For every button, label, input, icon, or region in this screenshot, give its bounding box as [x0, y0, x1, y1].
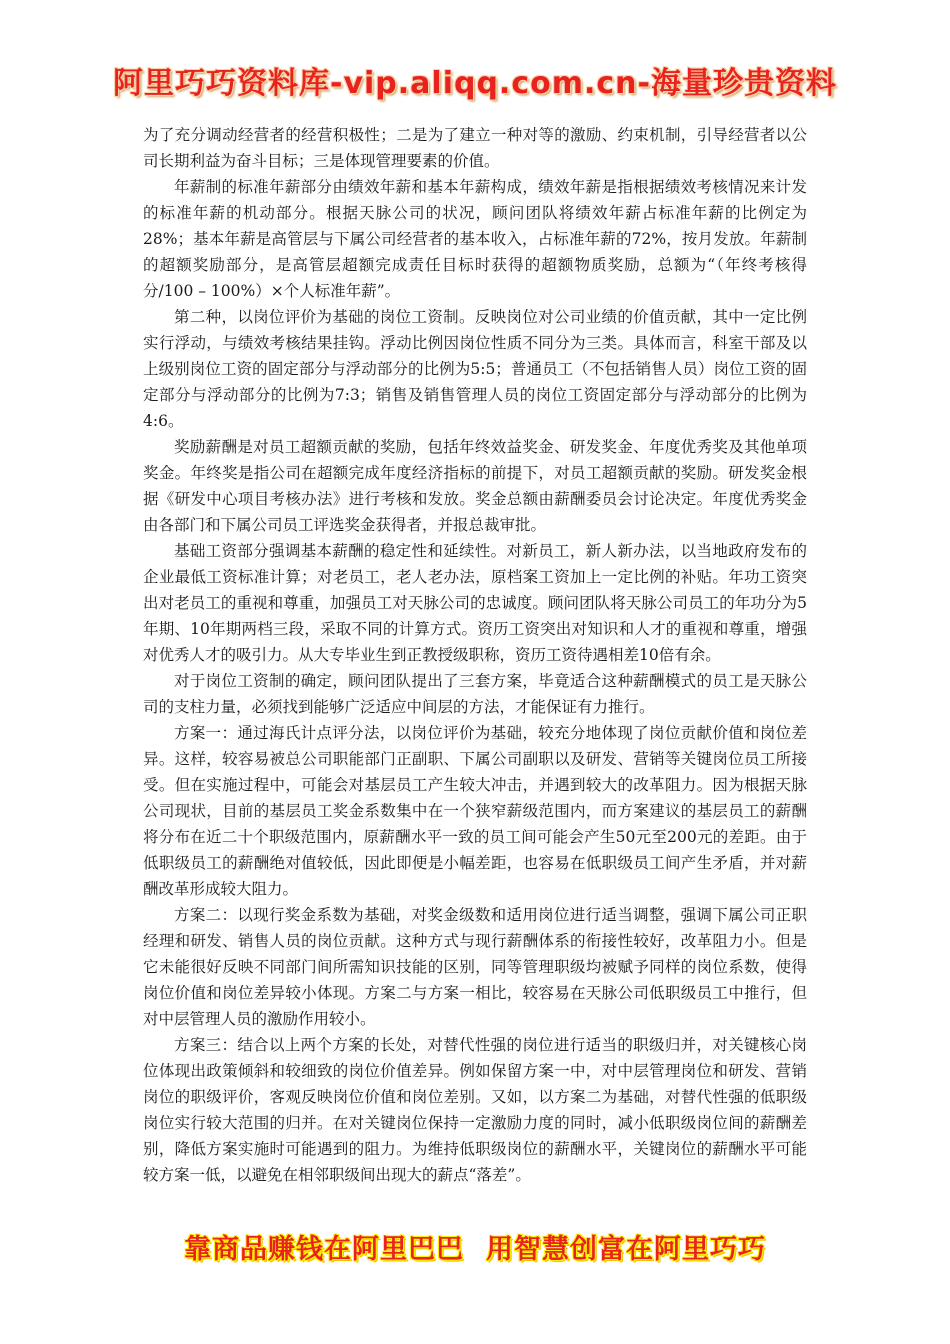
footer-banner — [0, 1230, 950, 1270]
paragraph-continuation: 为了充分调动经营者的经营积极性；二是为了建立一种对等的激励、约束机制，引导经营者以公司长期利益为奋斗目标；三是体现管理要素的价值。 — [143, 126, 807, 170]
paragraph-base-wage: 基础工资部分强调基本薪酬的稳定性和延续性。对新员工，新人新办法，以当地政府发布的企业最低工资标准计算；对老员工，老人老办法，原档案工资加上一定比例的补贴。年功工资突出对老员工的重视和尊重，加强员工对天脉公司的忠诚度。顾问团队将天脉公司员工的年功分为5年期、10年期两档三段，采取不同的计算方式。资历工资突出对知识和人才的重视和尊重，增强对优秀人才的吸引力。从大专毕业生到正教授级职称，资历工资待遇相差10倍有余。 — [143, 542, 807, 664]
document-body — [143, 122, 807, 1188]
paragraph-position-wage-system: 第二种，以岗位评价为基础的岗位工资制。反映岗位对公司业绩的价值贡献，其中一定比例实行浮动，与绩效考核结果挂钩。浮动比例因岗位性质不同分为三类。具体而言，科室干部及以上级别岗位工资的固定部分与浮动部分的比例为5:5；普通员工（不包括销售人员）岗位工资的固定部分与浮动部分的比例为7:3；销售及销售管理人员的岗位工资固定部分与浮动部分的比例为4:6。 — [143, 308, 807, 430]
footer-banner-left: 靠商品赚钱在阿里巴巴 — [184, 1234, 464, 1265]
footer-banner-right: 用智慧创富在阿里巧巧 — [486, 1234, 766, 1265]
paragraph-three-plans-intro: 对于岗位工资制的确定，顾问团队提出了三套方案，毕竟适合这种薪酬模式的员工是天脉公司的支柱力量，必须找到能够广泛适应中间层的方法，才能保证有力推行。 — [143, 672, 807, 716]
paragraph-plan-one: 方案一：通过海氏计点评分法，以岗位评价为基础，较充分地体现了岗位贡献价值和岗位差异。这样，较容易被总公司职能部门正副职、下属公司副职以及研发、营销等关键岗位员工所接受。但在实施过程中，可能会对基层员工产生较大冲击，并遇到较大的改革阻力。因为根据天脉公司现状，目前的基层员工奖金系数集中在一个狭窄薪级范围内，而方案建议的基层员工的薪酬将分布在近二十个职级范围内，原薪酬水平一致的员工间可能会产生50元至200元的差距。由于低职级员工的薪酬绝对值较低，因此即便是小幅差距，也容易在低职级员工间产生矛盾，并对薪酬改革形成较大阻力。 — [143, 724, 807, 898]
paragraph-reward-pay: 奖励薪酬是对员工超额贡献的奖励，包括年终效益奖金、研发奖金、年度优秀奖及其他单项奖金。年终奖是指公司在超额完成年度经济指标的前提下，对员工超额贡献的奖励。研发奖金根据《研发中心项目考核办法》进行考核和发放。奖金总额由薪酬委员会讨论决定。年度优秀奖金由各部门和下属公司员工评选奖金获得者，并报总裁审批。 — [143, 438, 807, 534]
paragraph-plan-two: 方案二：以现行奖金系数为基础，对奖金级数和适用岗位进行适当调整，强调下属公司正职经理和研发、销售人员的岗位贡献。这种方式与现行薪酬体系的衔接性较好，改革阻力小。但是它未能很好反映不同部门间所需知识技能的区别，同等管理职级均被赋予同样的岗位系数，使得岗位价值和岗位差异较小体现。方案二与方案一相比，较容易在天脉公司低职级员工中推行，但对中层管理人员的激励作用较小。 — [143, 906, 807, 1028]
paragraph-annual-salary-structure: 年薪制的标准年薪部分由绩效年薪和基本年薪构成，绩效年薪是指根据绩效考核情况来计发的标准年薪的机动部分。根据天脉公司的状况，顾问团队将绩效年薪占标准年薪的比例定为28%；基本年薪是高管层与下属公司经营者的基本收入，占标准年薪的72%，按月发放。年薪制的超额奖励部分，是高管层超额完成责任目标时获得的超额物质奖励，总额为“（年终考核得分/100 – 100%）×个人标准年薪”。 — [143, 178, 807, 300]
header-banner: 阿里巧巧资料库-vip.aliqq.com.cn-海量珍贵资料 — [113, 66, 837, 101]
paragraph-plan-three: 方案三：结合以上两个方案的长处，对替代性强的岗位进行适当的职级归并，对关键核心岗位体现出政策倾斜和较细致的岗位价值差异。例如保留方案一中，对中层管理岗位和研发、营销岗位的职级评价，客观反映岗位价值和岗位差别。又如，以方案二为基础，对替代性强的低职级岗位实行较大范围的归并。在对关键岗位保持一定激励力度的同时，减小低职级岗位间的薪酬差别，降低方案实施时可能遇到的阻力。为维持低职级岗位的薪酬水平，关键岗位的薪酬水平可能较方案一低，以避免在相邻职级间出现大的薪点“落差”。 — [143, 1036, 807, 1184]
